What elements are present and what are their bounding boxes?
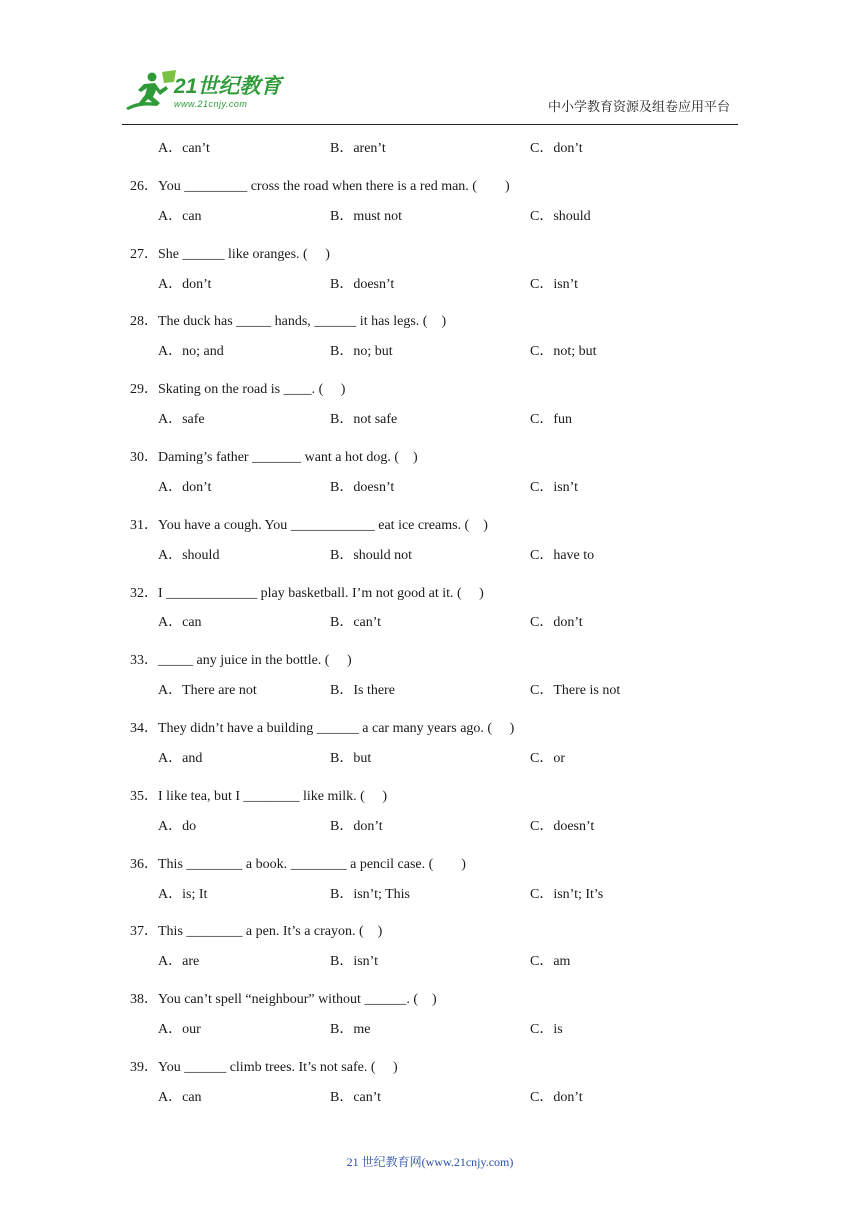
option-a[interactable]: A．can [158, 1089, 202, 1105]
options-row-prev [130, 138, 730, 172]
options-row [130, 274, 730, 308]
question-stem: 36．This ________ a book. ________ a pencil case. ( ) [130, 856, 466, 872]
option-c[interactable]: C．not; but [530, 344, 597, 360]
question-list [130, 138, 730, 1121]
option-a[interactable]: A．is; It [158, 886, 208, 902]
options-row [130, 816, 730, 850]
option-c[interactable]: C．should [530, 208, 591, 224]
option-a[interactable]: A．should [158, 547, 220, 563]
option-a[interactable]: A．our [158, 1022, 201, 1038]
option-a[interactable]: A．don’t [158, 276, 212, 292]
option-a[interactable]: A．There are not [158, 683, 257, 699]
question-stem: 37．This ________ a pen. It’s a crayon. ( ) [130, 924, 383, 940]
question-stem: 27．She ______ like oranges. ( ) [130, 246, 330, 262]
option-a[interactable]: A．can [158, 208, 202, 224]
page-footer: 21 世纪教育网(www.21cnjy.com) [346, 1155, 514, 1169]
option-a[interactable]: A．are [158, 954, 200, 970]
options-row [130, 884, 730, 918]
option-b[interactable]: B．doesn’t [330, 276, 395, 292]
question-stem: 26．You _________ cross the road when there is a red man. ( ) [130, 178, 510, 194]
question-stem: 38．You can’t spell “neighbour” without ______. ( ) [130, 992, 437, 1008]
logo-text: 21世纪教育 [174, 75, 282, 98]
option-c[interactable]: C．isn’t [530, 479, 578, 495]
question-stem: 32．I _____________ play basketball. I’m not good at it. ( ) [130, 585, 484, 601]
question-stem: 30．Daming’s father _______ want a hot dog. ( ) [130, 450, 418, 466]
platform-title: 中小学教育资源及组卷应用平台 [548, 100, 731, 115]
options-row [130, 680, 730, 714]
option-c[interactable]: C．doesn’t [530, 818, 595, 834]
option-c[interactable]: C．There is not [530, 683, 621, 699]
option-b[interactable]: B．Is there [330, 683, 395, 699]
option-c[interactable]: C．am [530, 954, 571, 970]
options-row [130, 612, 730, 646]
option-c[interactable]: C．isn’t; It’s [530, 886, 604, 902]
option-b[interactable]: B．can’t [330, 615, 382, 631]
option-b[interactable]: B．isn’t [330, 954, 378, 970]
question-stem: 39．You ______ climb trees. It’s not safe. ( ) [130, 1060, 398, 1076]
option-b[interactable]: B．can’t [330, 1089, 382, 1105]
option-c[interactable]: C．is [530, 1022, 563, 1038]
option-b[interactable]: B．no; but [330, 344, 393, 360]
option-c[interactable]: C．fun [530, 412, 572, 428]
options-row [130, 1019, 730, 1053]
option-c[interactable]: C．don’t [530, 141, 583, 156]
question-stem: 28．The duck has _____ hands, ______ it has legs. ( ) [130, 314, 447, 330]
option-b[interactable]: B．not safe [330, 412, 398, 428]
options-row [130, 748, 730, 782]
option-b[interactable]: B．isn’t; This [330, 886, 411, 902]
option-a[interactable]: A．don’t [158, 479, 212, 495]
option-c[interactable]: C．don’t [530, 1089, 583, 1105]
option-a[interactable]: A．do [158, 818, 197, 834]
options-row [130, 206, 730, 240]
question-stem: 31．You have a cough. You ____________ eat ice creams. ( ) [130, 517, 488, 533]
option-b[interactable]: B．doesn’t [330, 479, 395, 495]
option-a[interactable]: A．can [158, 615, 202, 631]
header-divider [122, 124, 738, 125]
option-a[interactable]: A．safe [158, 412, 205, 428]
option-b[interactable]: B．should not [330, 547, 413, 563]
logo [122, 68, 292, 118]
option-a[interactable]: A．can’t [158, 141, 210, 156]
option-a[interactable]: A．no; and [158, 344, 224, 360]
option-a[interactable]: A．and [158, 751, 203, 767]
options-row [130, 341, 730, 375]
page-header [0, 0, 860, 130]
option-b[interactable]: B．me [330, 1022, 371, 1038]
logo-url: www.21cnjy.com [174, 99, 248, 109]
options-row [130, 409, 730, 443]
option-b[interactable]: B．but [330, 751, 372, 767]
question-stem: 29．Skating on the road is ____. ( ) [130, 382, 346, 398]
question-stem: 35．I like tea, but I ________ like milk. ( ) [130, 788, 388, 804]
question-stem: 34．They didn’t have a building ______ a car many years ago. ( ) [130, 721, 515, 737]
option-c[interactable]: C．have to [530, 547, 595, 563]
option-b[interactable]: B．don’t [330, 818, 383, 834]
option-c[interactable]: C．or [530, 751, 565, 767]
options-row [130, 545, 730, 579]
options-row [130, 477, 730, 511]
options-row [130, 951, 730, 985]
option-b[interactable]: B．must not [330, 208, 402, 224]
option-b[interactable]: B．aren’t [330, 141, 386, 156]
runner-icon [122, 70, 178, 116]
option-c[interactable]: C．don’t [530, 615, 583, 631]
question-stem: 33．_____ any juice in the bottle. ( ) [130, 653, 352, 669]
option-c[interactable]: C．isn’t [530, 276, 578, 292]
options-row [130, 1087, 730, 1121]
